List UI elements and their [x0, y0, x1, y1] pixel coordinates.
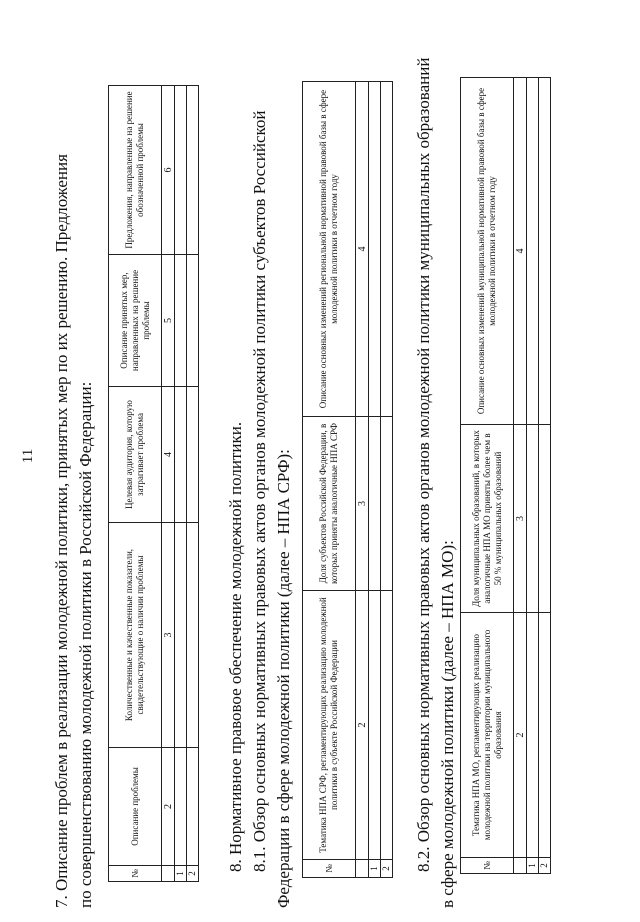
column-number — [162, 866, 175, 882]
table-row — [527, 78, 539, 874]
regional-npa-table — [302, 81, 393, 878]
table-cell — [187, 748, 199, 866]
column-number: 3 — [356, 417, 369, 591]
table-cell: 2 — [539, 858, 551, 874]
header-cell: Тематика НПА СРФ, регламентирующих реализацию молодежной политики в субъекте Российской Федерации — [303, 591, 356, 860]
header-cell: Доля субъектов Российской Федерации, в которых приняты аналогичные НПА СРФ — [303, 417, 356, 591]
table-row — [539, 78, 551, 874]
column-number — [356, 860, 369, 878]
header-cell: Описание основных изменений региональной нормативной правовой базы в сфере молодежной политики в отчетном году — [303, 82, 356, 417]
table-row — [175, 86, 187, 882]
table-header-row — [109, 86, 162, 882]
column-number: 4 — [514, 78, 527, 425]
table-cell: 2 — [187, 866, 199, 882]
header-cell: Доля муниципальных образований, в которых аналогичные НПА МО приняты более чем в 50 % муниципальных образований — [461, 425, 514, 613]
column-number: 4 — [356, 82, 369, 417]
section-7-line-1: 7. Описание проблем в реализации молодежной политики, принятых мер по их решению. Предложения — [52, 154, 71, 908]
table-cell — [539, 425, 551, 613]
header-cell: Количественные и качественные показатели, свидетельствующие о наличии проблемы — [109, 523, 162, 748]
table-cell — [187, 387, 199, 523]
problems-table — [108, 85, 199, 882]
table-cell — [369, 591, 381, 860]
table-cell — [175, 748, 187, 866]
column-number-row — [514, 78, 527, 874]
header-cell: Целевая аудитория, которую затрагивает проблема — [109, 387, 162, 523]
table-cell — [175, 86, 187, 255]
table-cell — [187, 86, 199, 255]
header-cell: Описание принятых мер, направленных на решение проблемы — [109, 255, 162, 387]
table-cell: 1 — [175, 866, 187, 882]
column-number: 2 — [162, 748, 175, 866]
column-number-row — [356, 82, 369, 878]
header-cell: Описание проблемы — [109, 748, 162, 866]
table-cell: 1 — [527, 858, 539, 874]
table-cell — [175, 523, 187, 748]
column-number: 2 — [356, 591, 369, 860]
column-number: 5 — [162, 255, 175, 387]
section-8-2-line-2: в сфере молодежной политики (далее – НПА МО): — [438, 540, 457, 908]
column-number — [514, 858, 527, 874]
municipal-npa-table — [460, 77, 551, 874]
table-cell — [527, 613, 539, 858]
section-7-line-2: по совершенствованию молодежной политики в Российской Федерации: — [76, 381, 95, 908]
section-8-1-line-1: 8.1. Обзор основных нормативных правовых актов органов молодежной политики субъектов Российской — [250, 110, 269, 872]
table-cell — [527, 78, 539, 425]
table-cell — [527, 425, 539, 613]
table-cell — [539, 613, 551, 858]
table-row — [187, 86, 199, 882]
page-number: 11 — [20, 448, 36, 464]
table-cell — [381, 591, 393, 860]
table-cell — [175, 387, 187, 523]
header-cell: Предложения, направленные на решение обозначенной проблемы — [109, 86, 162, 255]
section-8-2-line-1: 8.2. Обзор основных нормативных правовых актов органов молодежной политики муниципальных образований — [414, 57, 433, 872]
header-cell: № — [461, 858, 514, 874]
table-cell — [187, 523, 199, 748]
column-number: 3 — [514, 425, 527, 613]
header-cell: Тематика НПА МО, регламентирующих реализацию молодежной политики на территории муниципального образования — [461, 613, 514, 858]
table-cell — [381, 417, 393, 591]
table-cell — [381, 82, 393, 417]
column-number: 2 — [514, 613, 527, 858]
table-header-row — [303, 82, 356, 878]
header-cell: № — [109, 866, 162, 882]
column-number: 6 — [162, 86, 175, 255]
column-number: 3 — [162, 523, 175, 748]
section-8-heading: 8. Нормативное правовое обеспечение молодежной политики. — [226, 421, 245, 872]
table-row — [381, 82, 393, 878]
table-cell — [187, 255, 199, 387]
table-cell: 1 — [369, 860, 381, 878]
table-header-row — [461, 78, 514, 874]
column-number-row — [162, 86, 175, 882]
header-cell: Описание основных изменений муниципальной нормативной правовой базы в сфере молодежной политики в отчетном году — [461, 78, 514, 425]
column-number: 4 — [162, 387, 175, 523]
table-row — [369, 82, 381, 878]
section-8-1-line-2: Федерации в сфере молодежной политики (далее – НПА СРФ): — [274, 449, 293, 908]
table-cell — [369, 417, 381, 591]
table-cell — [369, 82, 381, 417]
table-cell — [539, 78, 551, 425]
table-cell — [175, 255, 187, 387]
table-cell: 2 — [381, 860, 393, 878]
header-cell: № — [303, 860, 356, 878]
